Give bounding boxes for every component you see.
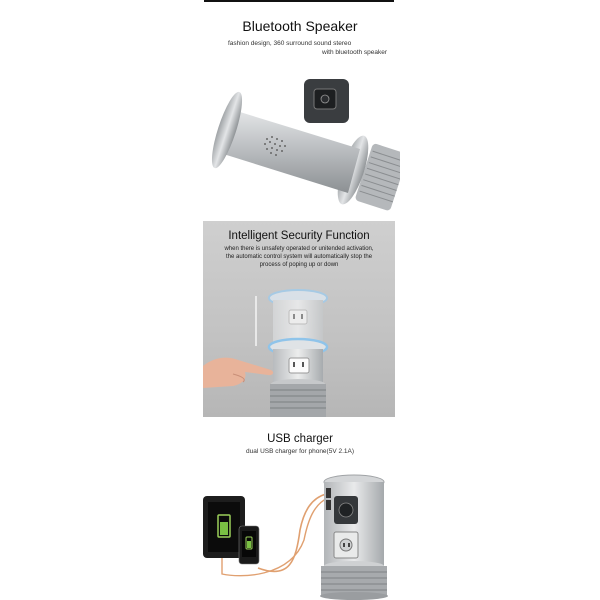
speaker-description-line1: fashion design, 360 surround sound stereo (228, 40, 352, 47)
charger-tower (320, 475, 388, 600)
security-line3: process of poping up or down (259, 262, 339, 268)
usb-cable (258, 494, 326, 572)
security-line2: the automatic control system will automatically stop the (225, 254, 373, 260)
security-section (203, 221, 395, 417)
usb-subtitle: dual USB charger for phone(5V 2.1A) (245, 448, 355, 455)
security-title: Intelligent Security Function (228, 230, 370, 242)
usb-product-image (200, 470, 400, 600)
speaker-product-image (205, 75, 400, 215)
security-line1: when there is unsafety operated or unitended activation, (224, 246, 374, 252)
speaker-title: Bluetooth Speaker (242, 18, 358, 34)
raised-unit-ghost (269, 290, 327, 345)
lowered-unit (269, 339, 327, 417)
bluetooth-speaker-section (0, 0, 600, 215)
tablet-device (203, 496, 245, 558)
speaker-description-line2: with bluetooth speaker (322, 49, 388, 56)
phone-device (239, 526, 259, 564)
security-product-image (203, 276, 395, 417)
usb-title: USB charger (267, 433, 333, 445)
hand-image (203, 358, 273, 388)
